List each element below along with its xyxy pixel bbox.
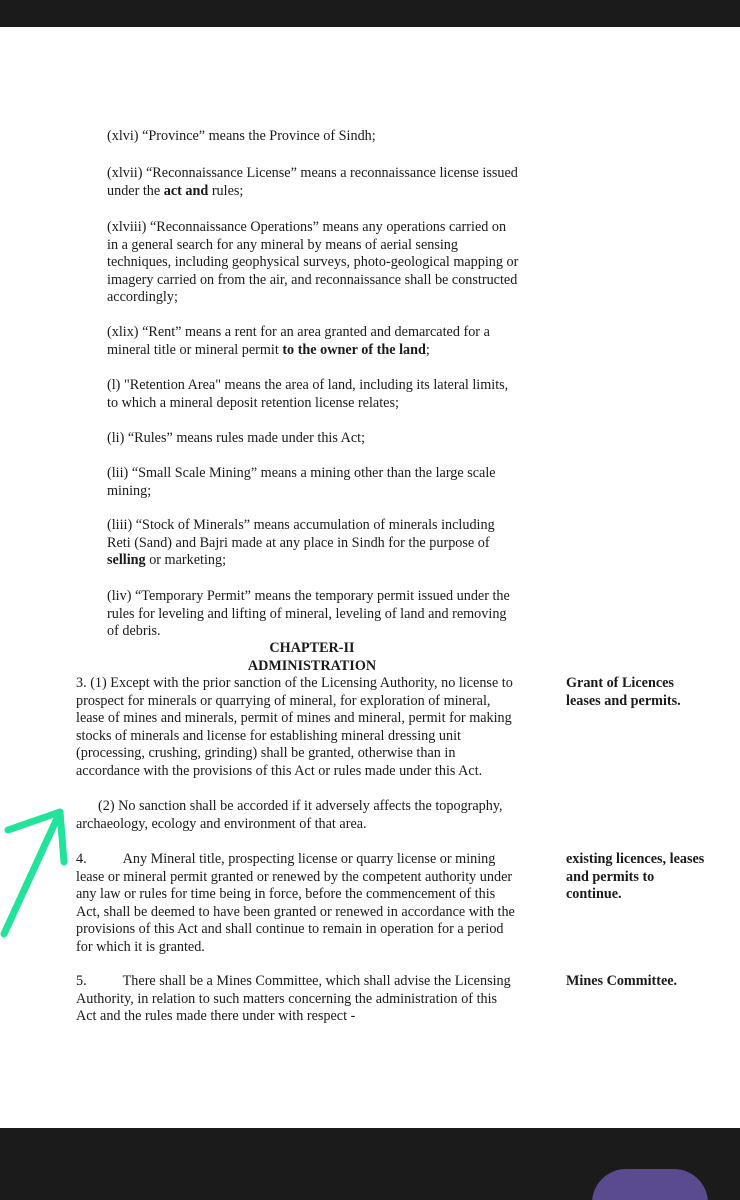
bold-text: act and (163, 182, 209, 199)
section-3-1 (76, 675, 551, 781)
definition-l (107, 377, 551, 412)
definition-liii (107, 517, 551, 570)
definition-line: (xlvi) “Province” means the Province of Sindh; (107, 128, 376, 144)
definition-line: (liii) “Stock of Minerals” means accumulation of minerals including (107, 517, 495, 533)
section-line: lease or mineral permit granted or renewed by the competent authority under (76, 868, 513, 885)
bottom-navigation-bar (0, 1128, 740, 1200)
section-line: Act and the rules made there under with respect - (76, 1008, 356, 1025)
definition-line: in a general search for any mineral by means of aerial sensing (107, 236, 458, 253)
definition-xlvi (107, 128, 551, 146)
section-line: provisions of this Act and shall continue to remain in operation for a period (76, 921, 504, 938)
section-line: any law or rules for time being in force, before the commencement of this (76, 886, 496, 903)
floating-action-button[interactable] (592, 1169, 708, 1200)
definition-line: (li) “Rules” means rules made under this Act; (107, 430, 366, 446)
definition-line: (l) "Retention Area" means the area of land, including its lateral limits, (107, 377, 509, 393)
margin-note-section-5: Mines Committee. (566, 973, 678, 989)
definition-line: mineral title or mineral permit to the owner of the land; (107, 341, 430, 358)
section-line: archaeology, ecology and environment of that area. (76, 815, 367, 832)
section-line: 5. There shall be a Mines Committee, which shall advise the Licensing (76, 973, 511, 989)
definition-line: under the act and rules; (107, 182, 244, 199)
bold-text: selling (107, 552, 146, 569)
definition-line: (liv) “Temporary Permit” means the temporary permit issued under the (107, 588, 510, 604)
section-line: 4. Any Mineral title, prospecting license or quarry license or mining (76, 851, 496, 867)
definition-line: Reti (Sand) and Bajri made at any place in Sindh for the purpose of (107, 534, 490, 551)
definition-line: rules for leveling and lifting of mineral, leveling of land and removing (107, 605, 507, 622)
definition-line: techniques, including geophysical surveys, photo-geological mapping or (107, 254, 519, 271)
definition-line: (xlix) “Rent” means a rent for an area granted and demarcated for a (107, 324, 490, 340)
section-line: stocks of minerals and license for establishing mineral dressing unit (76, 727, 461, 744)
definition-line: mining; (107, 482, 152, 499)
definition-lii (107, 465, 551, 500)
section-5 (76, 973, 551, 1026)
definition-line: of debris. (107, 623, 161, 640)
top-status-bar (0, 0, 740, 27)
definition-line: imagery carried on from the air, and reconnaissance shall be constructed (107, 271, 518, 288)
definition-xlix (107, 324, 551, 359)
definition-line: (lii) “Small Scale Mining” means a mining other than the large scale (107, 465, 496, 481)
chapter-heading (180, 640, 444, 675)
definition-line: selling or marketing; (107, 552, 227, 569)
definition-line: (xlviii) “Reconnaissance Operations” means any operations carried on (107, 219, 507, 235)
definition-line: (xlvii) “Reconnaissance License” means a reconnaissance license issued (107, 165, 518, 181)
margin-note-section-4: existing licences, leases and permits to continue. (566, 851, 705, 903)
section-line: prospect for minerals or quarrying of mineral, for exploration of mineral, (76, 692, 491, 709)
bold-text: to the owner of the land (282, 341, 426, 358)
definition-line: accordingly; (107, 289, 178, 306)
margin-note-section-3: Grant of Licences leases and permits. (566, 675, 681, 709)
section-line: lease of mines and minerals, permit of mines and mineral, permit for making (76, 710, 512, 727)
section-line: for which it is granted. (76, 938, 205, 955)
definition-liv (107, 588, 551, 641)
definition-line: to which a mineral deposit retention license relates; (107, 394, 399, 411)
section-line: (2) No sanction shall be accorded if it adversely affects the topography, (98, 798, 503, 814)
section-line: Act, shall be deemed to have been granted or renewed in accordance with the (76, 903, 515, 920)
section-line: (processing, crushing, grinding) shall be granted, otherwise than in (76, 745, 456, 762)
annotation-arrow-icon (0, 800, 80, 940)
section-3-2 (76, 798, 551, 833)
definition-xlviii (107, 219, 551, 307)
chapter-number: CHAPTER-II (269, 640, 355, 656)
definition-xlvii (107, 165, 551, 200)
section-line: Authority, in relation to such matters concerning the administration of this (76, 990, 498, 1007)
chapter-title: ADMINISTRATION (247, 657, 377, 674)
definition-li (107, 430, 551, 448)
section-line: accordance with the provisions of this Act or rules made under this Act. (76, 762, 483, 779)
section-4 (76, 851, 551, 957)
section-line: 3. (1) Except with the prior sanction of the Licensing Authority, no license to (76, 675, 513, 691)
